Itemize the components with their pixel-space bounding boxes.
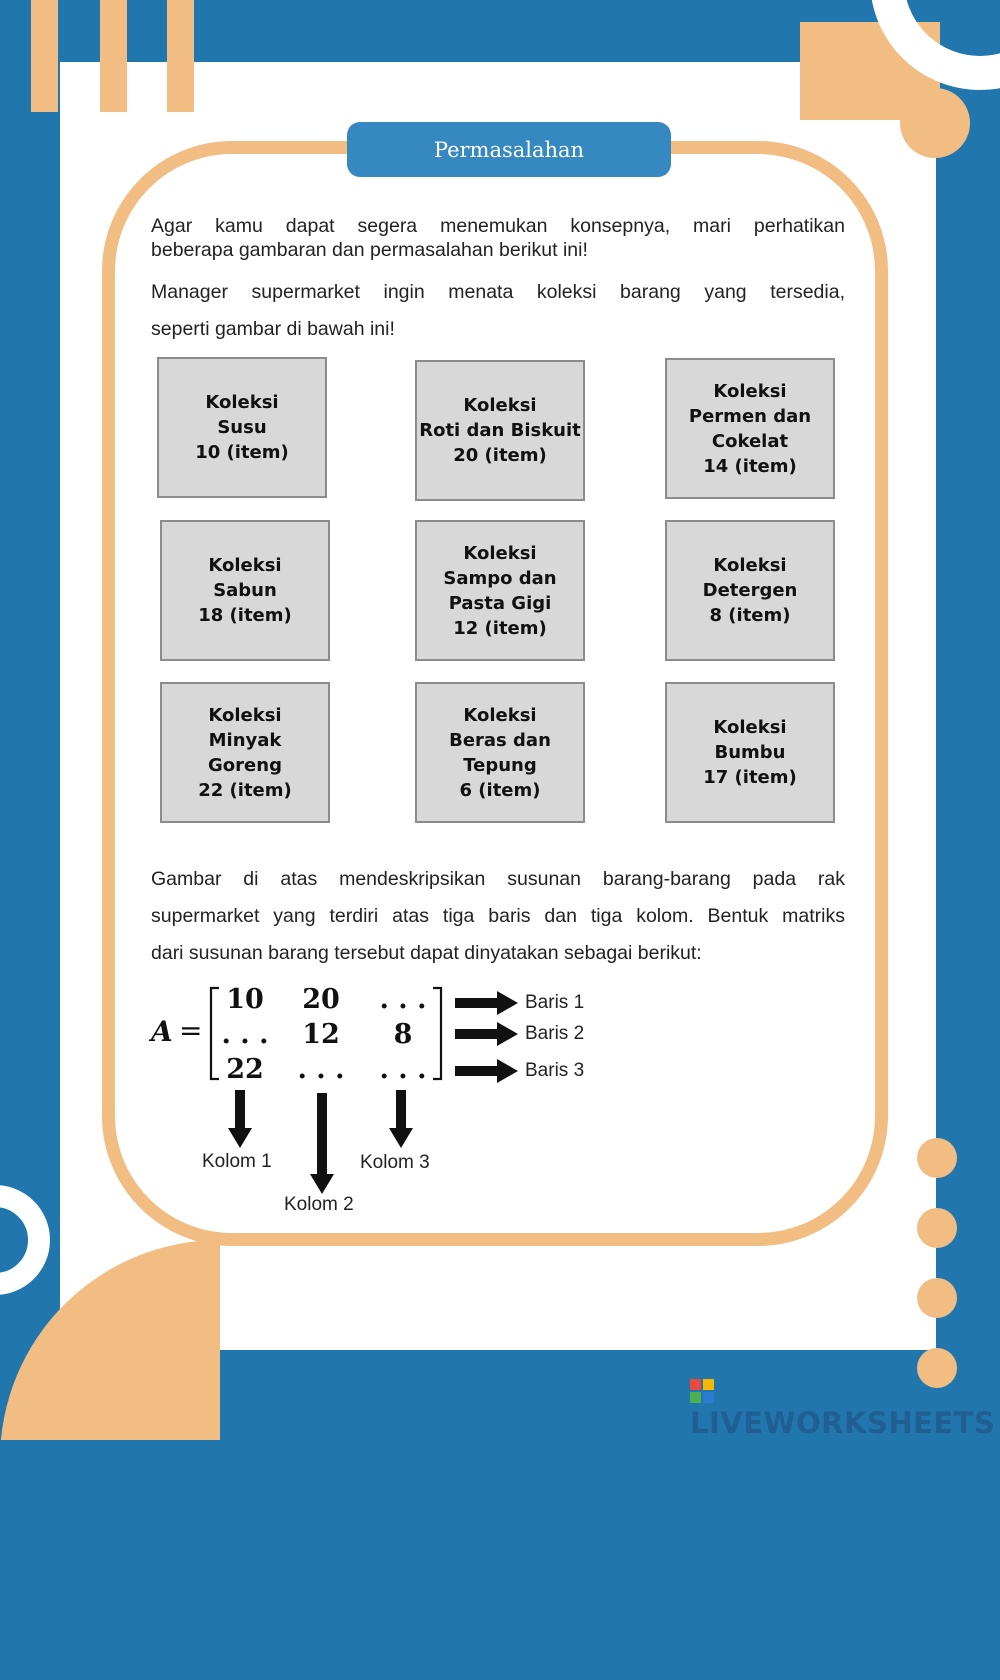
description-line-1: Gambar di atas mendeskripsikan susunan barang-barang pada rak: [151, 868, 845, 890]
collection-box: Koleksi Beras dan Tepung 6 (item): [415, 682, 585, 823]
intro-line-2: beberapa gambaran dan permasalahan berikut ini!: [151, 239, 588, 261]
column-label: Kolom 1: [202, 1151, 272, 1172]
row-label: Baris 1: [525, 992, 585, 1013]
collection-box: Koleksi Roti dan Biskuit 20 (item): [415, 360, 585, 501]
right-arrow-icon: [455, 1022, 518, 1046]
matrix-cell: . . .: [379, 1054, 427, 1085]
matrix-cell: . . .: [297, 1054, 345, 1085]
matrix-cell: . . .: [379, 984, 427, 1015]
collection-box: Koleksi Detergen 8 (item): [665, 520, 835, 661]
decor-circle: [900, 88, 970, 158]
matrix-name: A: [151, 1015, 173, 1048]
decor-ring: [0, 1185, 50, 1295]
right-arrow-icon: [455, 1059, 518, 1083]
intro-line-1: Agar kamu dapat segera menemukan konsepnya, mari perhatikan: [151, 215, 845, 237]
decor-dot: [917, 1138, 957, 1178]
liveworksheets-icon: [690, 1379, 714, 1403]
collection-box: Koleksi Minyak Goreng 22 (item): [160, 682, 330, 823]
column-arrows: [225, 1090, 425, 1200]
down-arrow-icon: [310, 1093, 334, 1194]
right-arrow-icon: [455, 991, 518, 1015]
collection-box: Koleksi Sabun 18 (item): [160, 520, 330, 661]
description-line-2: supermarket yang terdiri atas tiga baris dan tiga kolom. Bentuk matriks: [151, 905, 845, 927]
brand-logo: [690, 1372, 1000, 1440]
matrix-cell: 8: [393, 1019, 413, 1050]
down-arrow-icon: [228, 1090, 252, 1148]
intro-line-4: seperti gambar di bawah ini!: [151, 318, 395, 340]
decor-stripe: [31, 0, 58, 112]
intro-line-3: Manager supermarket ingin menata koleksi barang yang tersedia,: [151, 281, 845, 303]
column-label: Kolom 3: [360, 1152, 430, 1173]
decor-dot: [917, 1208, 957, 1248]
description-line-3: dari susunan barang tersebut dapat dinyatakan sebagai berikut:: [151, 942, 702, 964]
equals-sign: =: [179, 1014, 203, 1047]
matrix-cell: . . .: [221, 1019, 269, 1050]
row-label: Baris 2: [525, 1023, 585, 1044]
row-label: Baris 3: [525, 1060, 585, 1081]
matrix-cell: 20: [302, 984, 340, 1015]
collection-box: Koleksi Susu 10 (item): [157, 357, 327, 498]
decor-stripe: [167, 0, 194, 112]
collection-box: Koleksi Bumbu 17 (item): [665, 682, 835, 823]
collection-box: Koleksi Permen dan Cokelat 14 (item): [665, 358, 835, 499]
row-arrows: [455, 990, 521, 1086]
column-label: Kolom 2: [284, 1194, 354, 1215]
collection-box: Koleksi Sampo dan Pasta Gigi 12 (item): [415, 520, 585, 661]
decor-stripe: [100, 0, 127, 112]
down-arrow-icon: [389, 1090, 413, 1148]
section-title: Permasalahan: [347, 122, 671, 177]
decor-dot: [917, 1278, 957, 1318]
matrix-cell: 12: [302, 1019, 340, 1050]
matrix-cell: 10: [226, 984, 264, 1015]
matrix-cell: 22: [226, 1054, 264, 1085]
brand-text: LIVEWORKSHEETS: [690, 1406, 996, 1440]
